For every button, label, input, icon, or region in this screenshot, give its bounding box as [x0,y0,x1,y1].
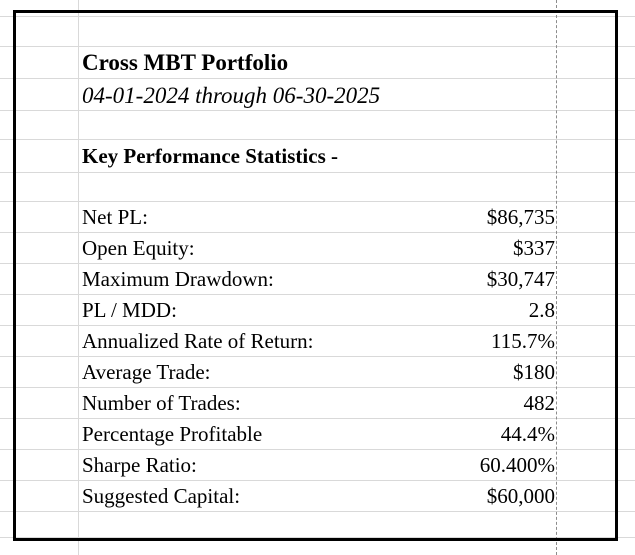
stat-label-percentage-profitable[interactable]: Percentage Profitable [82,422,263,446]
stat-label-max-drawdown[interactable]: Maximum Drawdown: [82,267,274,291]
stat-value-sharpe-ratio[interactable]: 60.400% [479,453,555,477]
stat-value-annualized-return[interactable]: 115.7% [491,329,555,353]
stat-value-max-drawdown[interactable]: $30,747 [486,267,555,291]
stat-value-average-trade[interactable]: $180 [513,360,555,384]
stat-value-net-pl[interactable]: $86,735 [486,205,555,229]
stat-value-number-of-trades[interactable]: 482 [523,391,555,415]
stat-value-open-equity[interactable]: $337 [513,236,555,260]
stat-label-sharpe-ratio[interactable]: Sharpe Ratio: [82,453,197,477]
stat-value-percentage-profitable[interactable]: 44.4% [500,422,555,446]
stat-label-suggested-capital[interactable]: Suggested Capital: [82,484,241,508]
section-title[interactable]: Key Performance Statistics - [82,144,338,168]
stat-label-open-equity[interactable]: Open Equity: [82,236,195,260]
stat-label-pl-mdd[interactable]: PL / MDD: [82,298,177,322]
date-range[interactable]: 04-01-2024 through 06-30-2025 [82,83,381,108]
stat-label-annualized-return[interactable]: Annualized Rate of Return: [82,329,314,353]
stat-label-net-pl[interactable]: Net PL: [82,205,148,229]
stat-label-number-of-trades[interactable]: Number of Trades: [82,391,241,415]
stat-value-pl-mdd[interactable]: 2.8 [528,298,555,322]
stat-label-average-trade[interactable]: Average Trade: [82,360,211,384]
report-title[interactable]: Cross MBT Portfolio [82,50,289,75]
stat-value-suggested-capital[interactable]: $60,000 [486,484,555,508]
